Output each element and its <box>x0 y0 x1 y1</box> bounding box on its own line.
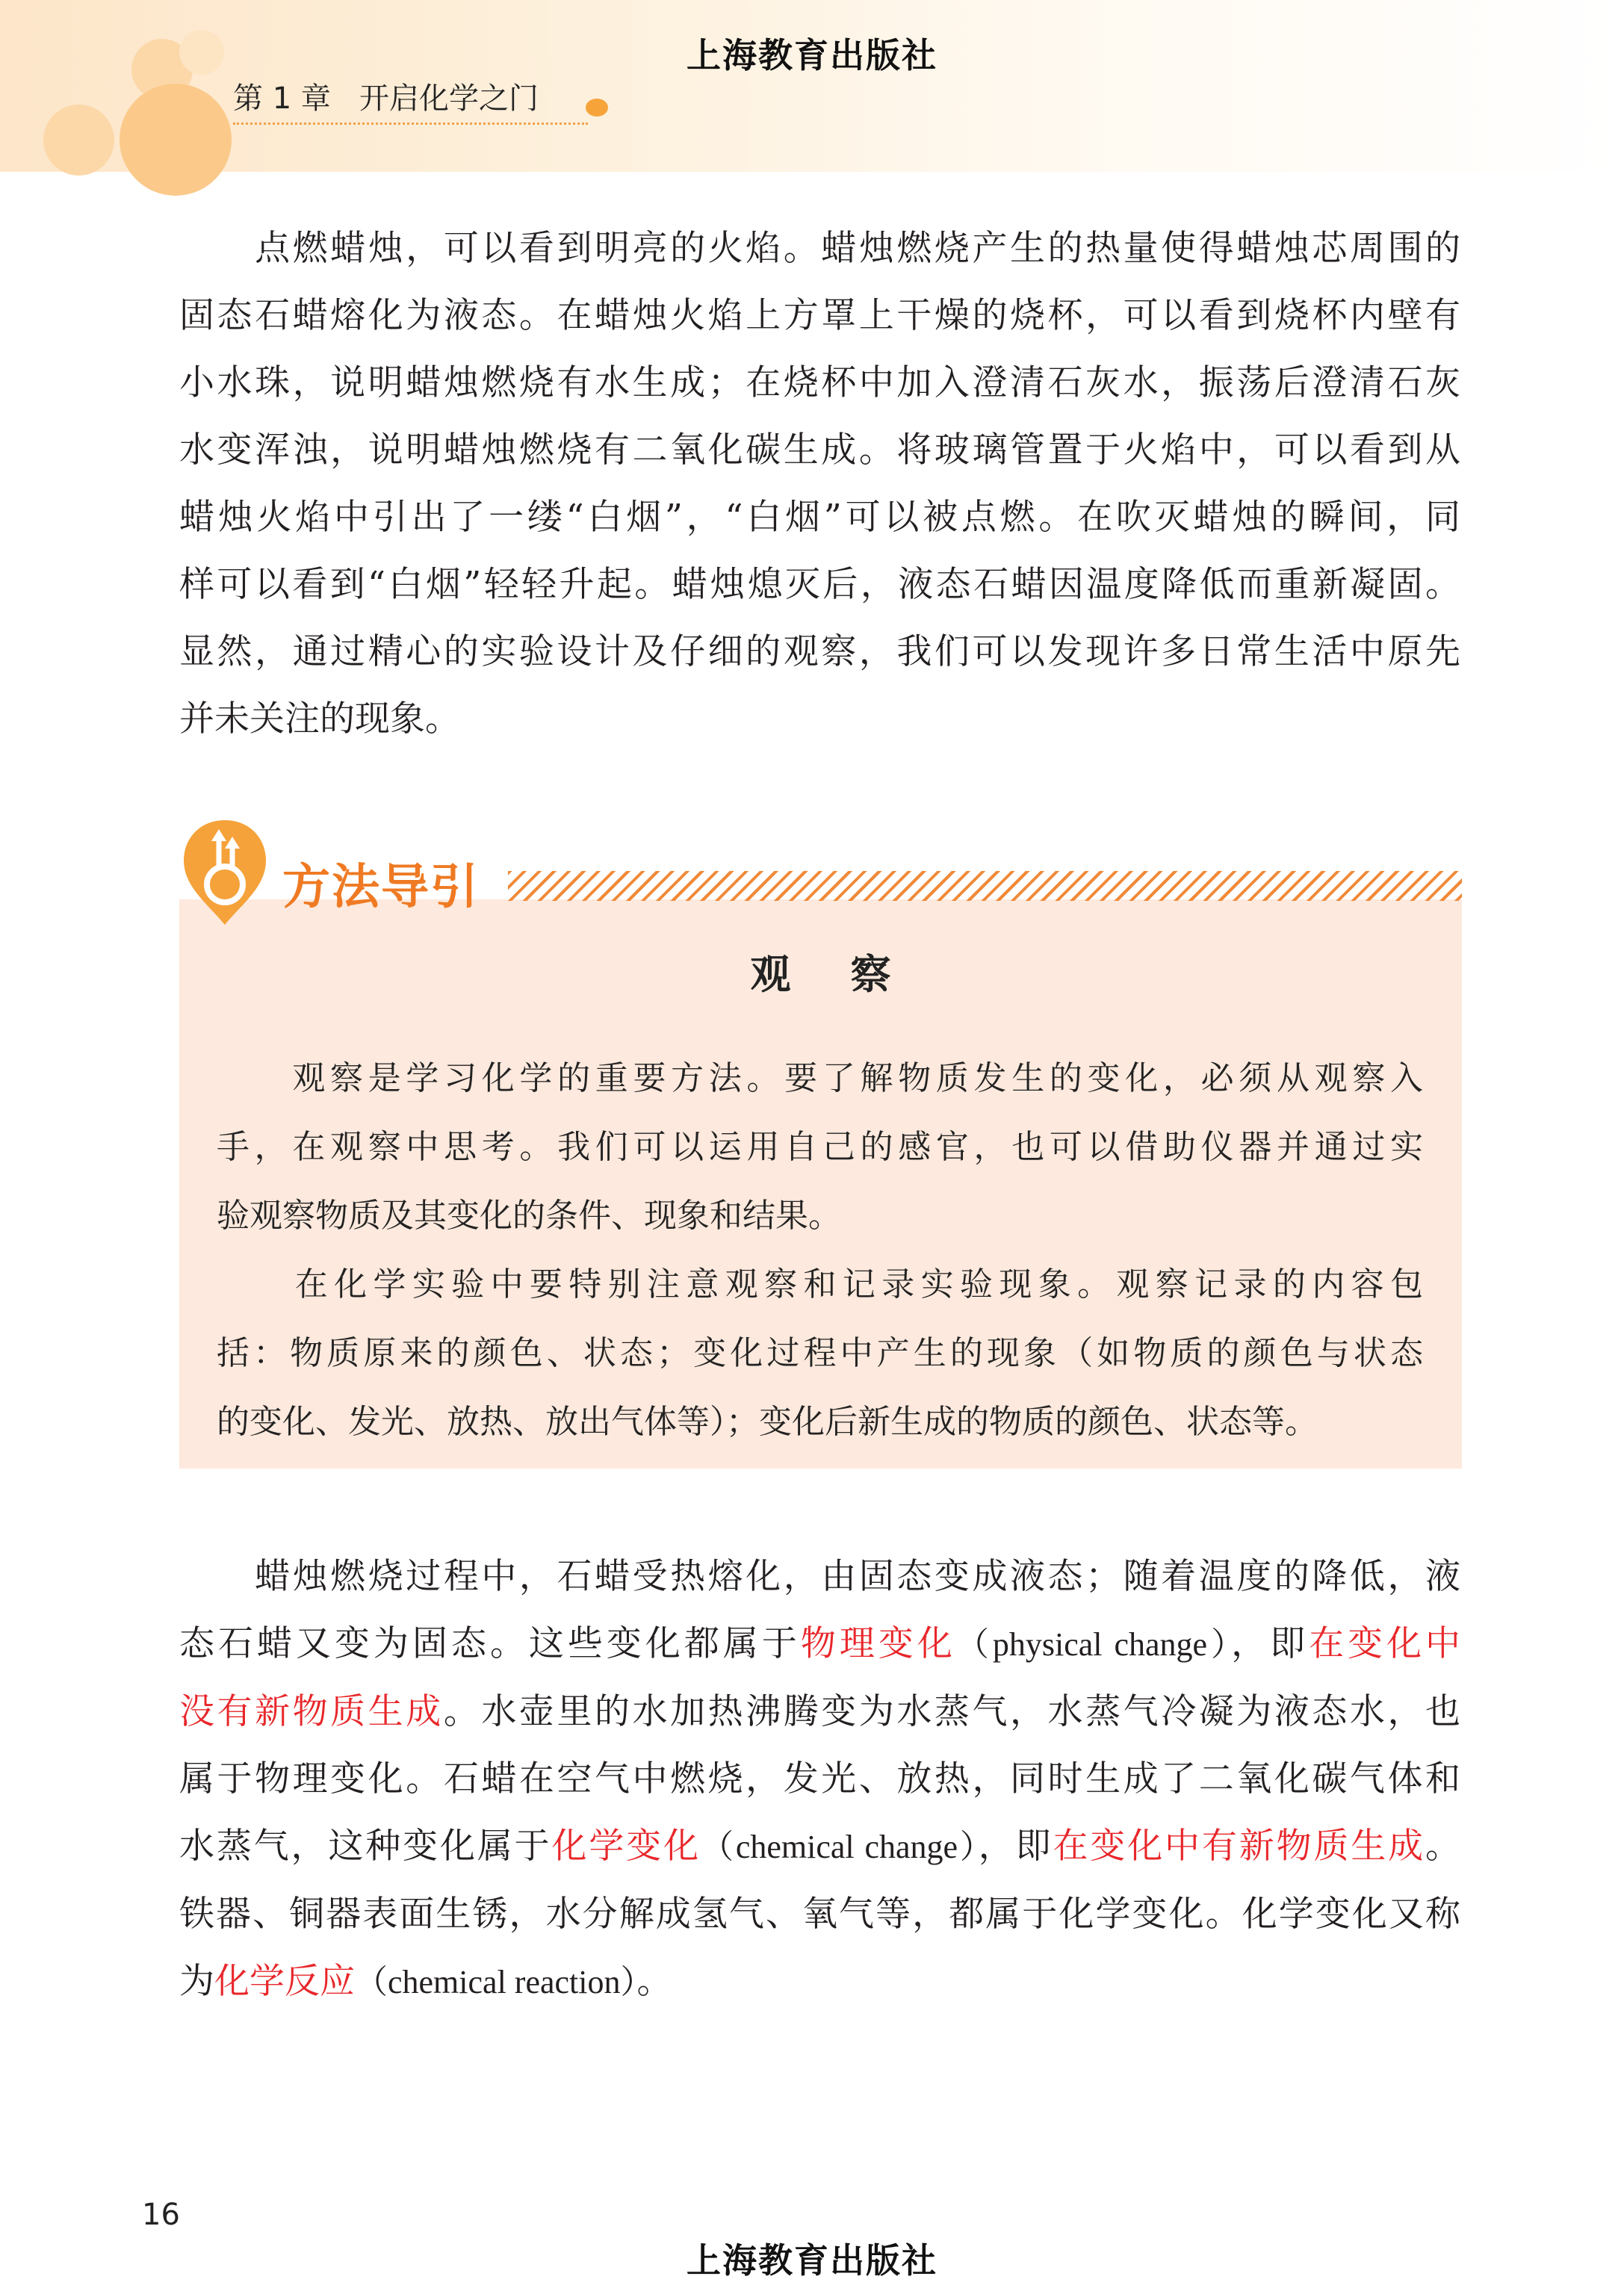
definition-highlight: 在变化中有新物质生成 <box>1053 1826 1426 1867</box>
method-guide-paragraph-2 <box>217 1250 1423 1457</box>
intro-paragraph <box>179 215 1460 753</box>
text-segment: ，即 <box>1231 1623 1310 1664</box>
header-decoration-circle <box>43 105 114 176</box>
english-term: （chemical reaction） <box>355 1964 637 2000</box>
text-line: 蜡烛燃烧过程中，石蜡受热熔化，由固态变成液态；随着温度的降低，液 <box>179 1556 1460 1597</box>
text-line: 显然，通过精心的实验设计及仔细的观察，我们可以发现许多日常生活中原先 <box>179 631 1460 672</box>
term-chemical-reaction: 化学反应 <box>214 1961 355 2002</box>
text-line: 属于物理变化。石蜡在空气中燃烧，发光、放热，同时生成了二氧化碳气体和 <box>179 1758 1460 1799</box>
term-chemical-change: 化学变化 <box>551 1826 701 1867</box>
term-physical-change: 物理变化 <box>800 1623 956 1664</box>
english-term: （chemical change） <box>700 1829 979 1865</box>
text-line: 验观察物质及其变化的条件、现象和结果。 <box>217 1197 841 1235</box>
chapter-title: 第 1 章 开启化学之门 <box>233 81 539 116</box>
page-number: 16 <box>142 2198 180 2232</box>
publisher-name-top: 上海教育出版社 <box>687 35 937 75</box>
text-line: 蜡烛火焰中引出了一缕“白烟”，“白烟”可以被点燃。在吹灭蜡烛的瞬间，同 <box>179 497 1460 538</box>
publisher-name-bottom: 上海教育出版社 <box>687 2240 937 2281</box>
text-line <box>179 1948 1460 2016</box>
text-line: 观察是学习化学的重要方法。要了解物质发生的变化，必须从观察入 <box>217 1059 1423 1097</box>
text-line: 样可以看到“白烟”轻轻升起。蜡烛熄灭后，液态石蜡因温度降低而重新凝固。 <box>179 564 1460 605</box>
english-term: （physical change） <box>955 1626 1232 1663</box>
main-paragraph <box>179 1543 1460 2016</box>
chapter-dot <box>586 99 608 117</box>
text-line: 水变浑浊，说明蜡烛燃烧有二氧化碳生成。将玻璃管置于火焰中，可以看到从 <box>179 430 1460 471</box>
text-segment: 。 <box>1425 1826 1461 1867</box>
text-line: 铁器、铜器表面生锈，水分解成氢气、氧气等，都属于化学变化。化学变化又称 <box>179 1894 1460 1935</box>
text-line: 并未关注的现象。 <box>179 698 460 740</box>
text-line <box>179 1678 1460 1746</box>
definition-highlight: 没有新物质生成 <box>179 1691 444 1732</box>
definition-highlight: 在变化中 <box>1309 1623 1461 1664</box>
text-segment: ，即 <box>978 1826 1053 1867</box>
chapter-underline <box>233 123 588 125</box>
method-guide-paragraph-1 <box>217 1044 1423 1250</box>
text-segment: 。 <box>636 1961 672 2002</box>
text-line: 固态石蜡熔化为液态。在蜡烛火焰上方罩上干燥的烧杯，可以看到烧杯内壁有 <box>179 295 1460 336</box>
text-line <box>179 1813 1460 1881</box>
text-line: 在化学实验中要特别注意观察和记录实验现象。观察记录的内容包 <box>217 1265 1423 1303</box>
text-line: 手，在观察中思考。我们可以运用自己的感官，也可以借助仪器并通过实 <box>217 1128 1423 1166</box>
text-line <box>179 1611 1460 1678</box>
text-line: 括：物质原来的颜色、状态；变化过程中产生的现象（如物质的颜色与状态 <box>217 1334 1423 1372</box>
text-line: 的变化、发光、放热、放出气体等）；变化后新生成的物质的颜色、状态等。 <box>217 1403 1318 1441</box>
text-segment: 为 <box>179 1961 214 2002</box>
text-line: 点燃蜡烛，可以看到明亮的火焰。蜡烛燃烧产生的热量使得蜡烛芯周围的 <box>179 228 1460 269</box>
method-guide-heading: 观察 <box>750 951 951 998</box>
text-segment: 。水壶里的水加热沸腾变为水蒸气，水蒸气冷凝为液态水，也 <box>443 1691 1461 1732</box>
method-guide-title: 方法导引 <box>282 860 480 915</box>
text-segment: 态石蜡又变为固态。这些变化都属于 <box>179 1623 801 1664</box>
method-guide-stripes <box>508 871 1462 901</box>
header-decoration-circle <box>120 84 232 196</box>
text-segment: 水蒸气，这种变化属于 <box>179 1826 552 1867</box>
upward-arrows-badge-icon <box>178 816 272 928</box>
text-line: 小水珠，说明蜡烛燃烧有水生成；在烧杯中加入澄清石灰水，振荡后澄清石灰 <box>179 362 1460 403</box>
